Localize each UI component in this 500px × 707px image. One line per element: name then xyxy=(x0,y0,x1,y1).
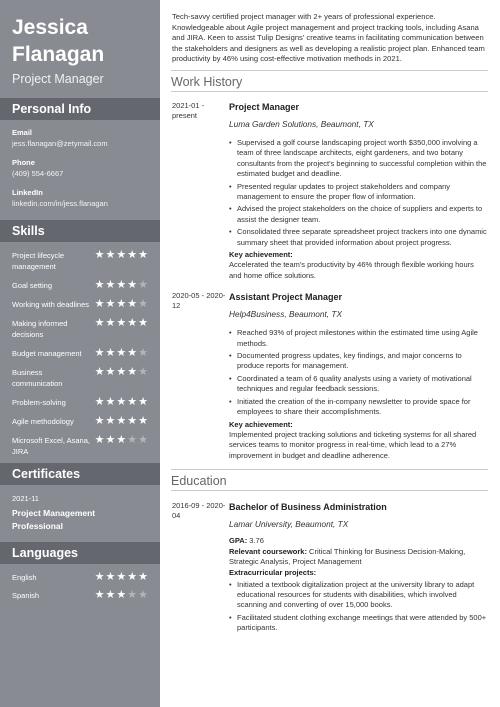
star-filled-icon: ★ xyxy=(116,279,127,291)
skills-heading: Skills xyxy=(0,220,160,242)
key-achievement-text: Accelerated the team's productivity by 46% through flexible working hours and home office solutions. xyxy=(229,260,474,280)
education-date xyxy=(172,501,229,635)
languages-heading: Languages xyxy=(0,542,160,564)
work-body xyxy=(229,291,488,461)
star-filled-icon: ★ xyxy=(94,415,105,427)
extracurricular-list xyxy=(229,580,488,634)
star-rating xyxy=(95,435,148,446)
star-filled-icon: ★ xyxy=(105,396,116,408)
personal-info-heading: Personal Info xyxy=(0,98,160,120)
education-body xyxy=(229,501,488,635)
star-filled-icon: ★ xyxy=(116,366,127,378)
star-filled-icon: ★ xyxy=(116,249,127,261)
degree: Bachelor of Business Administration xyxy=(229,502,387,513)
star-filled-icon: ★ xyxy=(94,298,105,310)
work-entry xyxy=(172,101,488,281)
star-filled-icon: ★ xyxy=(94,347,105,359)
gpa-line xyxy=(229,536,488,547)
star-filled-icon: ★ xyxy=(94,366,105,378)
skill-item-name: Business communication xyxy=(12,368,63,388)
duty-item: • Documented progress updates, key findings, and major concerns to produce reports for management. xyxy=(237,351,488,372)
star-filled-icon: ★ xyxy=(94,249,105,261)
star-rating xyxy=(95,318,148,329)
coursework-label: Relevant coursework: xyxy=(229,546,307,556)
star-filled-icon: ★ xyxy=(116,571,127,583)
star-filled-icon: ★ xyxy=(138,249,148,261)
star-filled-icon: ★ xyxy=(138,415,148,427)
star-rating xyxy=(95,280,148,291)
employer: Help4Business, Beaumont, TX xyxy=(229,309,342,320)
star-empty-icon: ★ xyxy=(138,298,148,310)
employer: Luma Garden Solutions, Beaumont, TX xyxy=(229,118,374,129)
skill-item xyxy=(12,435,148,457)
sidebar xyxy=(0,0,160,707)
duty-item: • Advised the project stakeholders on the choice of suppliers and experts to assist the designer team. xyxy=(237,204,488,225)
star-filled-icon: ★ xyxy=(94,279,105,291)
star-empty-icon: ★ xyxy=(138,589,148,601)
work-body xyxy=(229,101,488,281)
duty-item: • Consolidated three separate spreadsheet project trackers into one dynamic summary sheet that provided information about project progress. xyxy=(237,227,488,248)
extracurricular-item: • Initiated a textbook digitalization project at the university library to adapt educational resources for students with disabilities, which involved scanning and converting of over 15,000 books. xyxy=(237,580,488,611)
skill-item-name: Goal setting xyxy=(12,281,53,290)
linkedin-value[interactable]: linkedin.com/in/jess.flanagan xyxy=(12,199,108,208)
gpa-label: GPA: xyxy=(229,536,248,546)
skill-item xyxy=(12,367,148,389)
certificate-name: Project Management Professional xyxy=(12,508,96,531)
star-filled-icon: ★ xyxy=(105,317,116,329)
star-filled-icon: ★ xyxy=(116,347,127,359)
star-filled-icon: ★ xyxy=(105,298,116,310)
star-rating xyxy=(95,397,148,408)
first-name: Jessica xyxy=(12,16,88,39)
star-rating xyxy=(95,590,148,601)
job-title: Assistant Project Manager xyxy=(229,292,343,303)
star-filled-icon: ★ xyxy=(127,298,138,310)
star-filled-icon: ★ xyxy=(105,366,116,378)
star-filled-icon: ★ xyxy=(94,396,105,408)
duty-item: • Supervised a golf course landscaping project worth $350,000 involving a team of three landscape architects, eight gardeners, and two botany consultants from the project's beginning to successful completion within the estimated budget and deadline. xyxy=(237,138,488,180)
certificates-heading: Certificates xyxy=(0,463,160,485)
star-filled-icon: ★ xyxy=(105,415,116,427)
coursework-line xyxy=(229,547,488,568)
star-filled-icon: ★ xyxy=(138,571,148,583)
star-filled-icon: ★ xyxy=(105,571,116,583)
star-filled-icon: ★ xyxy=(116,434,127,446)
star-rating xyxy=(95,367,148,378)
star-filled-icon: ★ xyxy=(127,571,138,583)
star-rating xyxy=(95,416,148,427)
phone-value[interactable]: (409) 554-6667 xyxy=(12,169,64,178)
skills-list xyxy=(0,242,160,457)
star-empty-icon: ★ xyxy=(138,347,148,359)
language-item-name: English xyxy=(12,573,37,582)
star-filled-icon: ★ xyxy=(116,298,127,310)
star-filled-icon: ★ xyxy=(138,317,148,329)
star-filled-icon: ★ xyxy=(127,396,138,408)
work-history xyxy=(172,101,488,461)
star-empty-icon: ★ xyxy=(138,279,148,291)
work-history-heading: Work History xyxy=(171,70,488,92)
email-value[interactable]: jess.flanagan@zetymail.com xyxy=(12,139,108,148)
star-filled-icon: ★ xyxy=(94,571,105,583)
linkedin-label: LinkedIn xyxy=(12,188,43,197)
phone-label: Phone xyxy=(12,158,35,167)
star-empty-icon: ★ xyxy=(138,434,148,446)
skill-item xyxy=(12,348,148,359)
candidate-name xyxy=(0,0,160,68)
job-title: Project Manager xyxy=(229,101,300,112)
coursework-value: Critical Thinking for Business Decision-Making, Strategic Analysis, Project Management xyxy=(229,546,466,567)
star-filled-icon: ★ xyxy=(127,347,138,359)
work-entry xyxy=(172,291,488,461)
skill-item xyxy=(12,318,148,340)
star-filled-icon: ★ xyxy=(127,279,138,291)
extracurricular-label xyxy=(229,568,488,579)
email-label: Email xyxy=(12,128,33,137)
gpa-value: 3.76 xyxy=(249,536,264,546)
star-filled-icon: ★ xyxy=(105,249,116,261)
languages-list xyxy=(0,564,160,601)
star-rating xyxy=(95,250,148,261)
star-filled-icon: ★ xyxy=(127,366,138,378)
skill-item xyxy=(12,280,148,291)
star-filled-icon: ★ xyxy=(127,317,138,329)
main-content xyxy=(172,12,488,636)
skill-item-name: Making informed decisions xyxy=(12,319,68,339)
skill-item xyxy=(12,250,148,272)
skill-item xyxy=(12,416,148,427)
skill-item-name: Agile methodology xyxy=(12,417,74,426)
star-filled-icon: ★ xyxy=(116,317,127,329)
star-rating xyxy=(95,572,148,583)
key-achievement-label: Key achievement: xyxy=(229,419,293,429)
star-empty-icon: ★ xyxy=(127,589,138,601)
star-filled-icon: ★ xyxy=(138,396,148,408)
duties-list xyxy=(229,328,488,417)
star-rating xyxy=(95,348,148,359)
star-filled-icon: ★ xyxy=(105,589,116,601)
duties-list xyxy=(229,138,488,248)
language-item xyxy=(12,590,148,601)
skill-item xyxy=(12,397,148,408)
last-name: Flanagan xyxy=(12,43,105,66)
duty-item: • Reached 93% of project milestones within the estimated time using Agile methods. xyxy=(237,328,488,349)
summary: Tech-savvy certified project manager with 2+ years of professional experience. Knowledgeable about Agile project management and project tracking tools, including Asana and JIRA. Keen to assist Tulip Designs' creative teams in facilitating communication between the stakeholders and designers as well as developing a realistic project plan. Enhanced team productivity by 46% using cost-effective motivation methods in 2021. xyxy=(172,12,485,64)
star-empty-icon: ★ xyxy=(138,366,148,378)
key-achievement-label: Key achievement: xyxy=(229,250,293,260)
key-achievement-text: Implemented project tracking solutions and ticketing systems for all shared services teams to monitor progress in real-time, which lead to a 27% improvement in budget and deadline adherence. xyxy=(229,429,477,460)
school: Lamar University, Beaumont, TX xyxy=(229,519,349,530)
work-date: 2020-05 - 2020-12 xyxy=(172,291,226,311)
education-heading: Education xyxy=(171,469,488,491)
personal-info xyxy=(0,128,160,208)
star-filled-icon: ★ xyxy=(127,415,138,427)
language-item xyxy=(12,572,148,583)
certificate-date: 2021-11 xyxy=(12,494,39,503)
duty-item: • Initiated the creation of the in-company newsletter to provide space for employees to share their accomplishments. xyxy=(237,397,488,418)
star-filled-icon: ★ xyxy=(116,589,127,601)
star-filled-icon: ★ xyxy=(94,317,105,329)
duty-item: • Coordinated a team of 6 quality analysts using a variety of motivational techniques and regular feedback sessions. xyxy=(237,374,488,395)
star-filled-icon: ★ xyxy=(94,434,105,446)
star-filled-icon: ★ xyxy=(116,415,127,427)
skill-item xyxy=(12,299,148,310)
star-filled-icon: ★ xyxy=(127,249,138,261)
star-filled-icon: ★ xyxy=(105,347,116,359)
star-filled-icon: ★ xyxy=(94,589,105,601)
candidate-title: Project Manager xyxy=(12,72,104,86)
certificates xyxy=(0,494,160,533)
extracurricular-item: • Facilitated student clothing exchange meetings that were attended by 500+ participants. xyxy=(237,613,488,634)
skill-item-name: Problem-solving xyxy=(12,398,66,407)
language-item-name: Spanish xyxy=(12,591,40,600)
education-date-text: 2016-09 - 2020-04 xyxy=(172,501,226,521)
star-empty-icon: ★ xyxy=(127,434,138,446)
work-date: 2021-01 - present xyxy=(172,100,205,120)
skill-item-name: Budget management xyxy=(12,349,82,358)
star-filled-icon: ★ xyxy=(116,396,127,408)
duty-item: • Presented regular updates to project stakeholders and company management to ensure the proper flow of information. xyxy=(237,182,488,203)
skill-item-name: Microsoft Excel, Asana, JIRA xyxy=(12,436,90,456)
education-entry xyxy=(172,501,488,635)
skill-item-name: Working with deadlines xyxy=(12,300,89,309)
skill-item-name: Project lifecycle management xyxy=(12,251,65,271)
star-filled-icon: ★ xyxy=(105,434,116,446)
star-filled-icon: ★ xyxy=(105,279,116,291)
extracurricular-label-text: Extracurricular projects: xyxy=(229,567,317,577)
star-rating xyxy=(95,299,148,310)
